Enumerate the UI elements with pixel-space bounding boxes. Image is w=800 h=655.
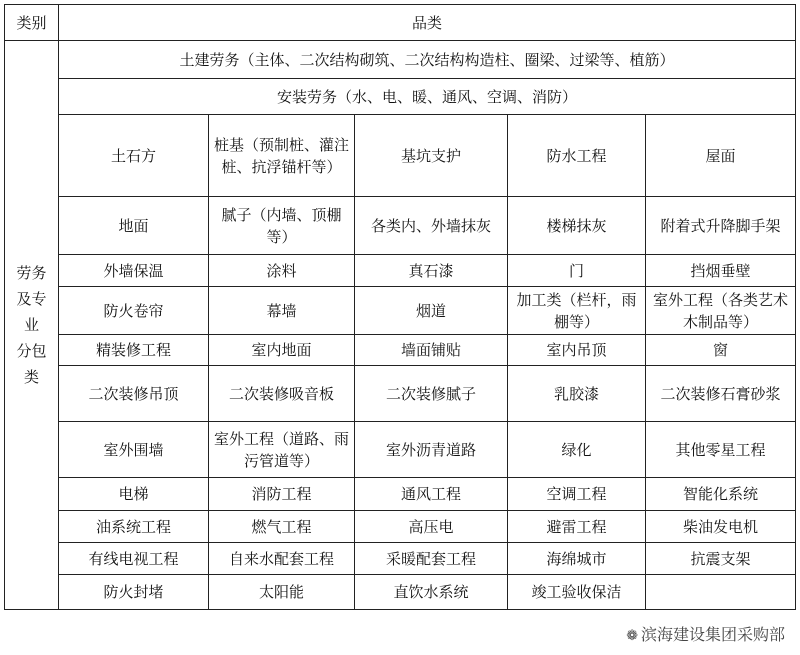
table-cell: 各类内、外墙抹灰 [355, 197, 508, 255]
table-row [5, 575, 796, 610]
table-cell: 土石方 [59, 115, 209, 197]
table-cell: 墙面铺贴 [355, 335, 508, 366]
table-row [5, 255, 796, 287]
table-cell: 空调工程 [508, 478, 646, 511]
table-cell: 室外沥青道路 [355, 422, 508, 478]
table-cell: 电梯 [59, 478, 209, 511]
table-cell: 防火卷帘 [59, 287, 209, 335]
table-cell: 涂料 [209, 255, 355, 287]
left-label-line: 劳务 [16, 264, 47, 282]
table-row [5, 287, 796, 335]
table-cell: 加工类（栏杆，雨棚等） [508, 287, 646, 335]
table-cell: 燃气工程 [209, 511, 355, 543]
span-row [5, 79, 796, 115]
table-cell: 自来水配套工程 [209, 543, 355, 575]
table-cell: 桩基（预制桩、灌注桩、抗浮锚杆等） [209, 115, 355, 197]
table-cell: 二次装修吊顶 [59, 366, 209, 422]
header-row [5, 5, 796, 41]
table-cell: 室外工程（道路、雨污管道等） [209, 422, 355, 478]
table-cell: 有线电视工程 [59, 543, 209, 575]
table-cell: 基坑支护 [355, 115, 508, 197]
table-cell: 门 [508, 255, 646, 287]
table-cell: 真石漆 [355, 255, 508, 287]
span-cell-install: 安装劳务（水、电、暖、通风、空调、消防） [59, 79, 796, 115]
table-cell: 外墙保温 [59, 255, 209, 287]
table-cell: 太阳能 [209, 575, 355, 610]
table-cell: 高压电 [355, 511, 508, 543]
table-cell: 窗 [646, 335, 796, 366]
left-label-line: 及专 [16, 290, 47, 308]
table-cell: 柴油发电机 [646, 511, 796, 543]
table-cell: 防火封堵 [59, 575, 209, 610]
watermark [623, 622, 788, 645]
table-cell: 通风工程 [355, 478, 508, 511]
table-cell: 避雷工程 [508, 511, 646, 543]
span-row [5, 41, 796, 79]
table-cell: 屋面 [646, 115, 796, 197]
table-row [5, 478, 796, 511]
table-cell: 室外围墙 [59, 422, 209, 478]
table-cell: 二次装修石膏砂浆 [646, 366, 796, 422]
watermark-text: 滨海建设集团采购部 [640, 625, 785, 644]
table-cell: 油系统工程 [59, 511, 209, 543]
table-cell: 海绵城市 [508, 543, 646, 575]
table-cell: 乳胶漆 [508, 366, 646, 422]
table-cell: 绿化 [508, 422, 646, 478]
table-row [5, 335, 796, 366]
table-row [5, 422, 796, 478]
table-cell: 室内地面 [209, 335, 355, 366]
table-cell: 室外工程（各类艺术木制品等） [646, 287, 796, 335]
table-cell: 二次装修腻子 [355, 366, 508, 422]
table-cell [646, 575, 796, 610]
table-cell: 其他零星工程 [646, 422, 796, 478]
left-category-label [5, 41, 59, 610]
span-cell-civil: 土建劳务（主体、二次结构砌筑、二次结构构造柱、圈梁、过梁等、植筋） [59, 41, 796, 79]
header-category: 类别 [5, 5, 59, 41]
header-items: 品类 [59, 5, 796, 41]
table-cell: 室内吊顶 [508, 335, 646, 366]
table-cell: 挡烟垂壁 [646, 255, 796, 287]
table-cell: 腻子（内墙、顶棚等） [209, 197, 355, 255]
table-cell: 消防工程 [209, 478, 355, 511]
table-row [5, 543, 796, 575]
wechat-icon: ❁ [626, 628, 638, 644]
table-cell: 防水工程 [508, 115, 646, 197]
table-row [5, 511, 796, 543]
table-cell: 楼梯抹灰 [508, 197, 646, 255]
table-cell: 采暖配套工程 [355, 543, 508, 575]
table-cell: 竣工验收保洁 [508, 575, 646, 610]
table-cell: 附着式升降脚手架 [646, 197, 796, 255]
table-row [5, 115, 796, 197]
table-cell: 直饮水系统 [355, 575, 508, 610]
left-label-line: 类 [23, 368, 39, 386]
table-cell: 精装修工程 [59, 335, 209, 366]
left-label-line: 业 [23, 316, 39, 334]
table-cell: 烟道 [355, 287, 508, 335]
table-cell: 抗震支架 [646, 543, 796, 575]
table-cell: 地面 [59, 197, 209, 255]
table-row [5, 197, 796, 255]
left-label-line: 分包 [16, 342, 47, 360]
table-cell: 智能化系统 [646, 478, 796, 511]
table-row [5, 366, 796, 422]
table-cell: 幕墙 [209, 287, 355, 335]
category-table [4, 4, 796, 610]
table-cell: 二次装修吸音板 [209, 366, 355, 422]
